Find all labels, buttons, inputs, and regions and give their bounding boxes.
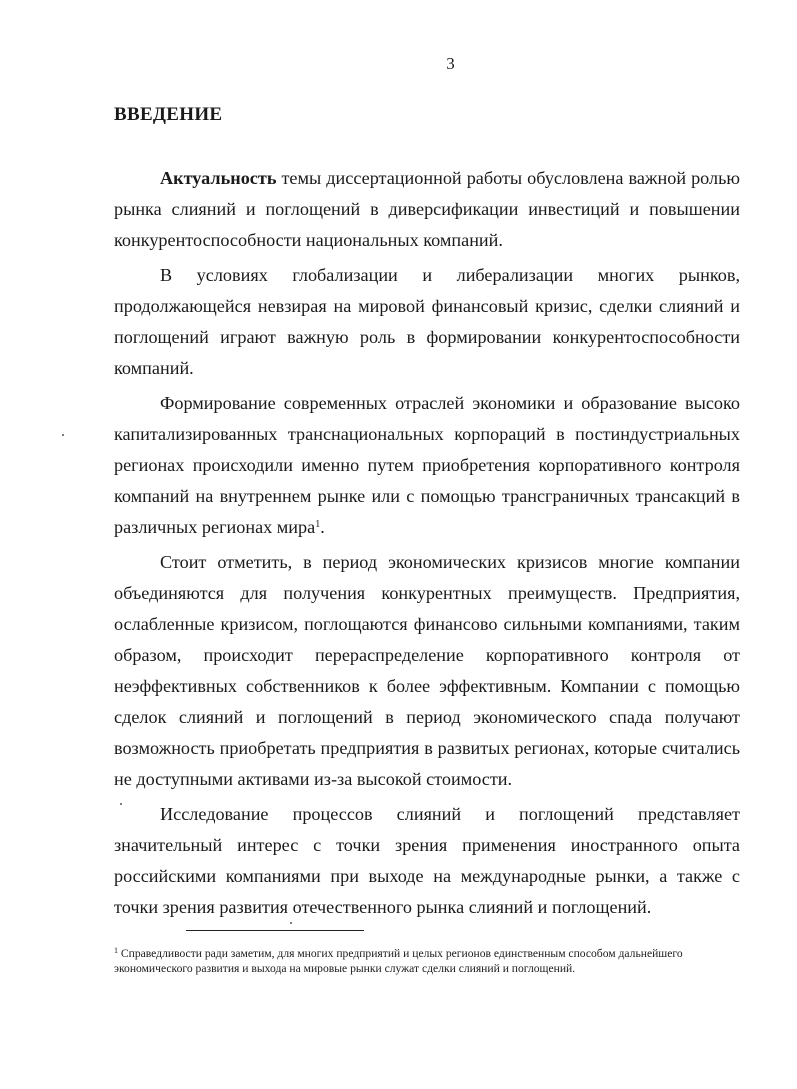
paragraph-industries <box>114 388 740 543</box>
paragraph-text: темы диссертационной работы обусловлена важной ролью рынка слияний и поглощений в диверсификации инвестиций и повышении конкурентоспособности национальных компаний. <box>114 168 740 250</box>
paragraph-research: Исследование процессов слияний и поглощений представляет значительный интерес с точки зрения применения иностранного опыта российскими компаниями при выходе на международные рынки, а также с точки зрения развития отечественного рынка слияний и поглощений. <box>114 804 740 917</box>
scan-speck <box>290 922 292 924</box>
footnote-reference: 1 <box>315 519 321 530</box>
scan-speck <box>120 803 122 805</box>
paragraph-globalization: В условиях глобализации и либерализации многих рынков, продолжающейся невзирая на мировой финансовый кризис, сделки слияний и поглощений играют важную роль в формировании конкурентоспособности компаний. <box>114 265 740 378</box>
paragraph-tail: . <box>320 517 325 537</box>
footnote-marker: 1 <box>114 946 118 955</box>
paragraph-text: Формирование современных отраслей экономики и образование высоко капитализированных транснациональных корпораций в постиндустриальных регионах происходили именно путем приобретения корпоративного контроля компаний на внутреннем рынке или с помощью трансграничных трансакций в различных регионах мира <box>114 393 740 537</box>
footnote-text: Справедливости ради заметим, для многих предприятий и целых регионов единственным способом дальнейшего экономического развития и выхода на мировые рынки служат сделки слияний и поглощений. <box>114 947 683 975</box>
paragraph-crisis: Стоит отметить, в период экономических кризисов многие компании объединяются для получения конкурентных преимуществ. Предприятия, ослабленные кризисом, поглощаются финансово сильными компаниями, таким образом, происходит перераспределение корпоративного контроля от неэффективных собственников к более эффективным. Компании с помощью сделок слияний и поглощений в период экономического спада получают возможность приобретать предприятия в развитых регионах, которые считались не доступными активами из-за высокой стоимости. <box>114 552 740 789</box>
body-text <box>114 163 740 923</box>
paragraph-lead-word: Актуальность <box>160 168 277 188</box>
scan-speck <box>62 434 64 436</box>
paragraph-relevance <box>114 163 740 256</box>
footnote <box>114 946 744 976</box>
page-number: 3 <box>446 54 455 73</box>
footnote-separator <box>186 930 364 931</box>
page-title: ВВЕДЕНИЕ <box>114 104 223 125</box>
